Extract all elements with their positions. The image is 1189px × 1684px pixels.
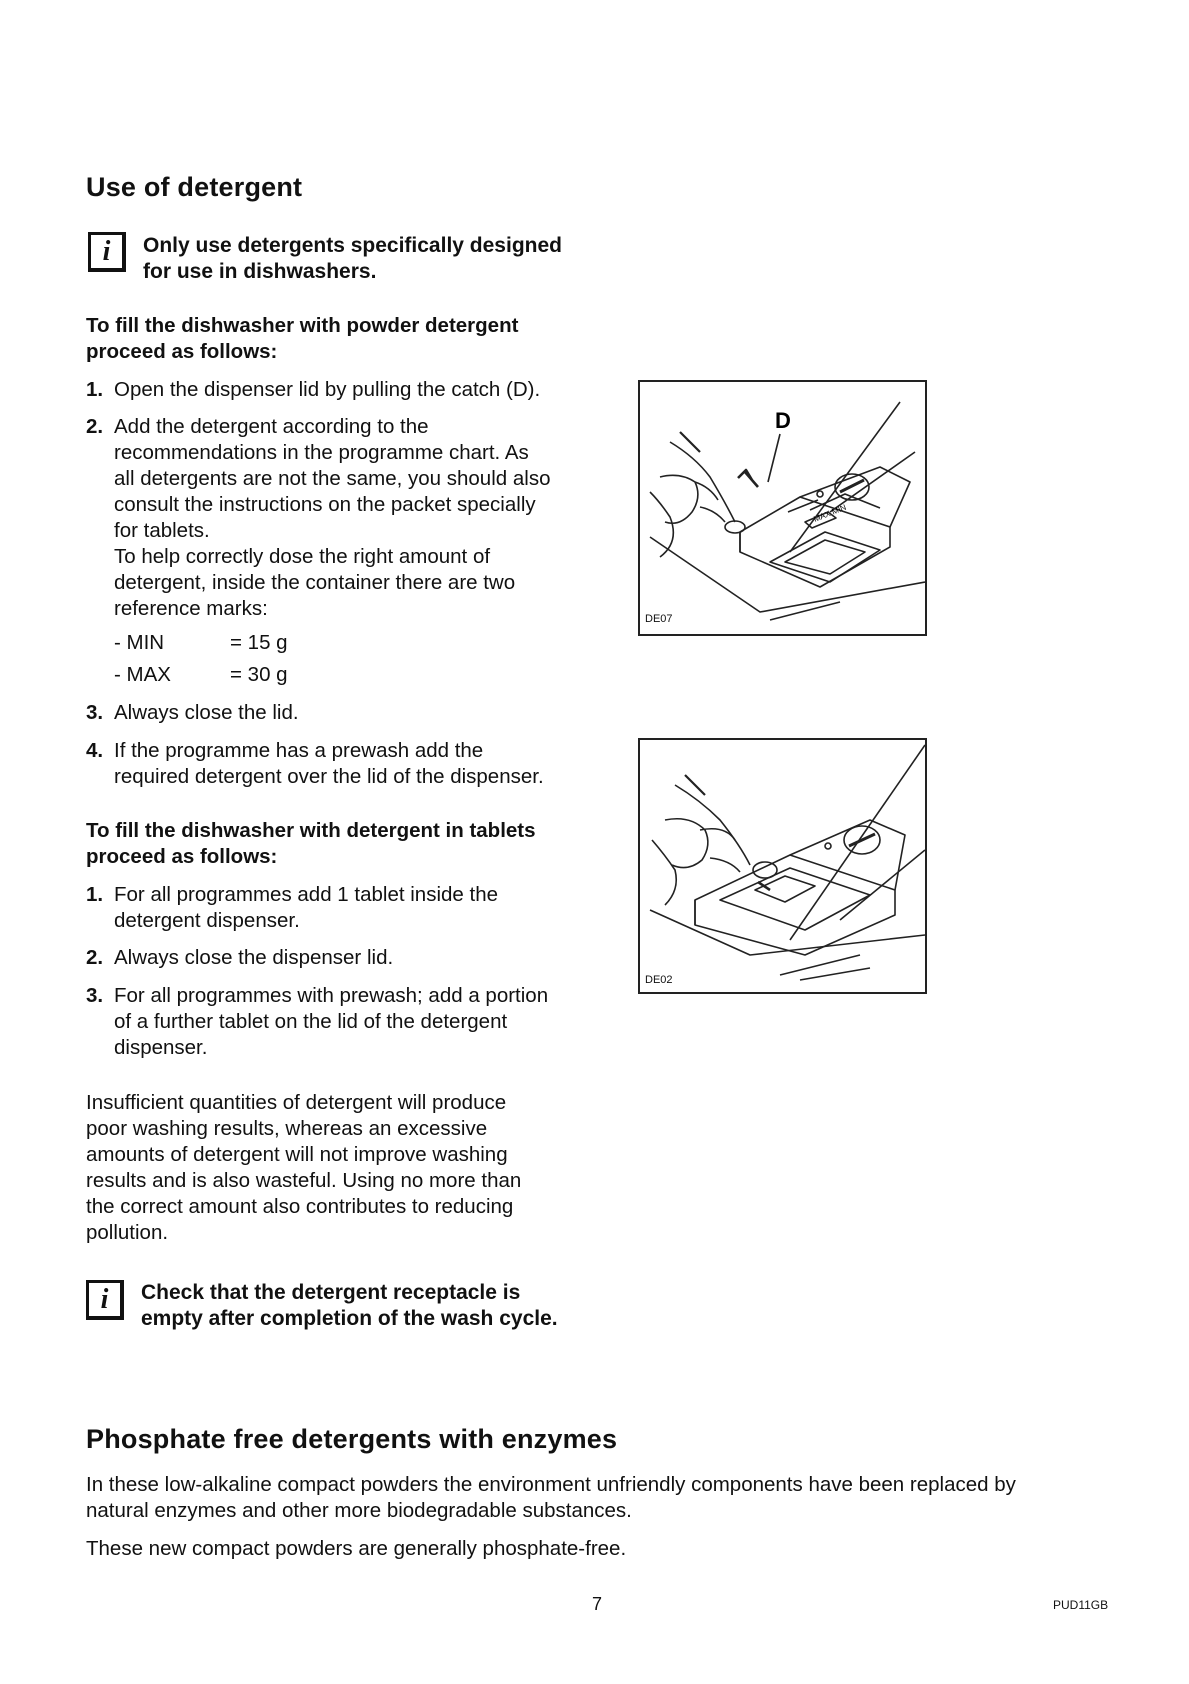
subheading-tablet-detergent: To fill the dishwasher with detergent in tablets proceed as follows:	[86, 819, 536, 868]
paragraph-insufficient-quantities: Insufficient quantities of detergent will produce poor washing results, whereas an excessive amounts of detergent will not improve washing results and is also wasteful. Using no more than the correct amount also contributes to reducing pollution.	[86, 1091, 522, 1244]
page-number: 7	[592, 1594, 603, 1614]
paragraph-phosphate-free: These new compact powders are generally phosphate-free.	[86, 1537, 627, 1560]
list-item: 3. For all programmes with prewash; add a portion of a further tablet on the lid of the detergent dispenser.	[86, 984, 549, 1059]
list-item: 1. For all programmes add 1 tablet inside the detergent dispenser.	[86, 883, 499, 932]
info-note-empty-receptacle: Check that the detergent receptacle is empty after completion of the wash cycle.	[141, 1281, 558, 1330]
max-min-mark-text: MAX MIN	[812, 502, 848, 524]
figure-de07-powder-dispenser	[638, 380, 927, 636]
list-item: 2. Always close the dispenser lid.	[86, 946, 394, 969]
mark-min-label: - MIN	[114, 631, 165, 654]
info-icon: i	[88, 232, 126, 272]
section-title-use-of-detergent: Use of detergent	[86, 172, 303, 202]
figure-code: DE07	[645, 613, 673, 625]
document-code: PUD11GB	[1053, 1598, 1109, 1612]
list-item: 1. Open the dispenser lid by pulling the catch (D).	[86, 378, 541, 401]
mark-max-label: - MAX	[114, 663, 171, 686]
dispenser-open-illustration	[640, 382, 925, 634]
callout-label-d: D	[775, 408, 791, 433]
dispenser-tablet-illustration	[640, 740, 925, 992]
list-item: 4. If the programme has a prewash add the required detergent over the lid of the dispenser.	[86, 739, 544, 788]
info-note-dishwasher-detergents: Only use detergents specifically designed for use in dishwashers.	[143, 234, 562, 283]
list-item: 2. Add the detergent according to the recommendations in the programme chart. As all detergents are not the same, you should also consult the instructions on the packet specially for tablets. To help correctly dose the right amount of detergent, inside the container there are two reference marks:	[86, 415, 551, 620]
paragraph-low-alkaline: In these low-alkaline compact powders the environment unfriendly components have been replaced by natural enzymes and other more biodegradable substances.	[86, 1473, 1016, 1522]
section-title-phosphate-free: Phosphate free detergents with enzymes	[86, 1424, 618, 1454]
mark-min-value: = 15 g	[230, 631, 288, 654]
figure-code: DE02	[645, 974, 673, 986]
list-item: 3. Always close the lid.	[86, 701, 299, 724]
mark-max-value: = 30 g	[230, 663, 288, 686]
subheading-powder-detergent: To fill the dishwasher with powder detergent proceed as follows:	[86, 314, 519, 363]
figure-de02-tablet-dispenser	[638, 738, 927, 994]
info-icon: i	[86, 1280, 124, 1320]
